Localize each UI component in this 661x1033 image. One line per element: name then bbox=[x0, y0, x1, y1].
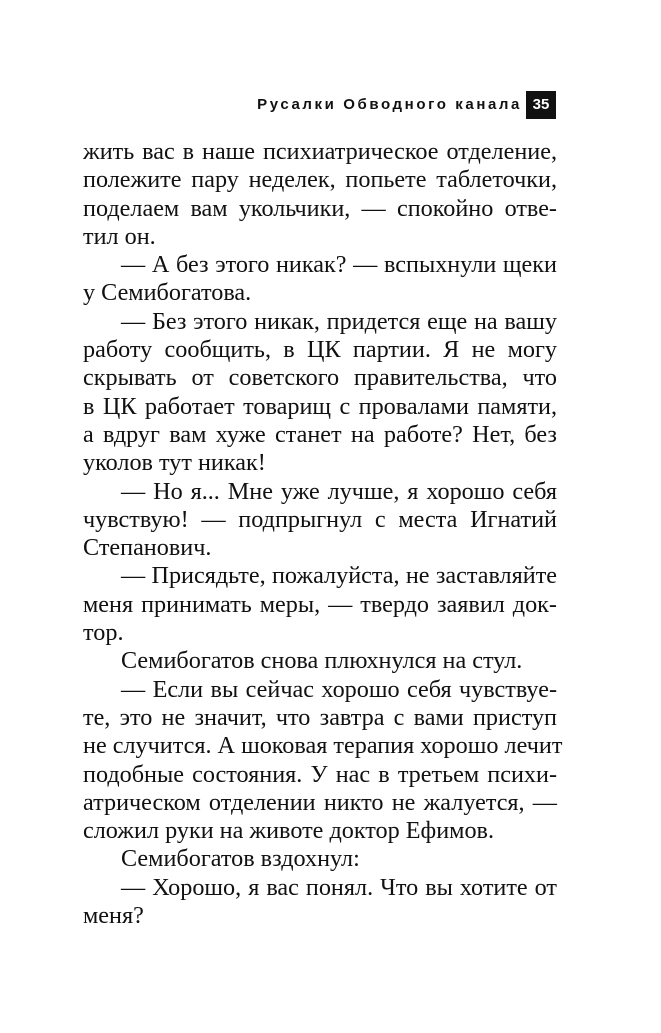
text-line: — Если вы сейчас хорошо себя чувствуе- bbox=[121, 675, 557, 703]
text-line: чувствую! — подпрыгнул с места Игнатий bbox=[83, 505, 557, 533]
text-line: тор. bbox=[83, 619, 124, 647]
text-line: поделаем вам укольчики, — спокойно отве- bbox=[83, 194, 557, 222]
text-line: — Без этого никак, придется еще на вашу bbox=[121, 307, 557, 335]
text-line: — Хорошо, я вас понял. Что вы хотите от bbox=[121, 873, 557, 901]
text-line: те, это не значит, что завтра с вами приступ bbox=[83, 703, 557, 731]
page-number: 35 bbox=[526, 91, 556, 119]
text-line: жить вас в наше психиатрическое отделение, bbox=[83, 138, 557, 165]
text-line: меня принимать меры, — твердо заявил док- bbox=[83, 590, 557, 618]
text-line: у Семибогатова. bbox=[83, 279, 252, 307]
text-line: — Но я... Мне уже лучше, я хорошо себя bbox=[121, 477, 557, 505]
text-line: меня? bbox=[83, 902, 144, 930]
text-line: не случится. А шоковая терапия хорошо лечит bbox=[83, 732, 563, 760]
text-line: а вдруг вам хуже станет на работе? Нет, без bbox=[83, 420, 557, 448]
running-title: Русалки Обводного канала bbox=[257, 96, 522, 113]
text-line: Семибогатов вздохнул: bbox=[121, 845, 360, 873]
text-line: подобные состояния. У нас в третьем психи- bbox=[83, 760, 557, 788]
text-line: работу сообщить, в ЦК партии. Я не могу bbox=[83, 336, 557, 364]
text-line: атрическом отделении никто не жалуется, — bbox=[83, 788, 557, 816]
text-line: в ЦК работает товарищ с провалами памяти, bbox=[83, 392, 557, 420]
text-line: — Присядьте, пожалуйста, не заставляйте bbox=[121, 562, 557, 590]
body-text bbox=[83, 138, 563, 930]
text-line: тил он. bbox=[83, 222, 156, 250]
text-line: скрывать от советского правительства, что bbox=[83, 364, 557, 392]
text-line: полежите пару неделек, попьете таблеточки, bbox=[83, 166, 557, 194]
text-line: сложил руки на животе доктор Ефимов. bbox=[83, 817, 495, 845]
text-line: Семибогатов снова плюхнулся на стул. bbox=[121, 647, 523, 675]
text-line: — А без этого никак? — вспыхнули щеки bbox=[121, 251, 557, 279]
text-line: уколов тут никак! bbox=[83, 449, 266, 477]
text-line: Степанович. bbox=[83, 534, 212, 562]
